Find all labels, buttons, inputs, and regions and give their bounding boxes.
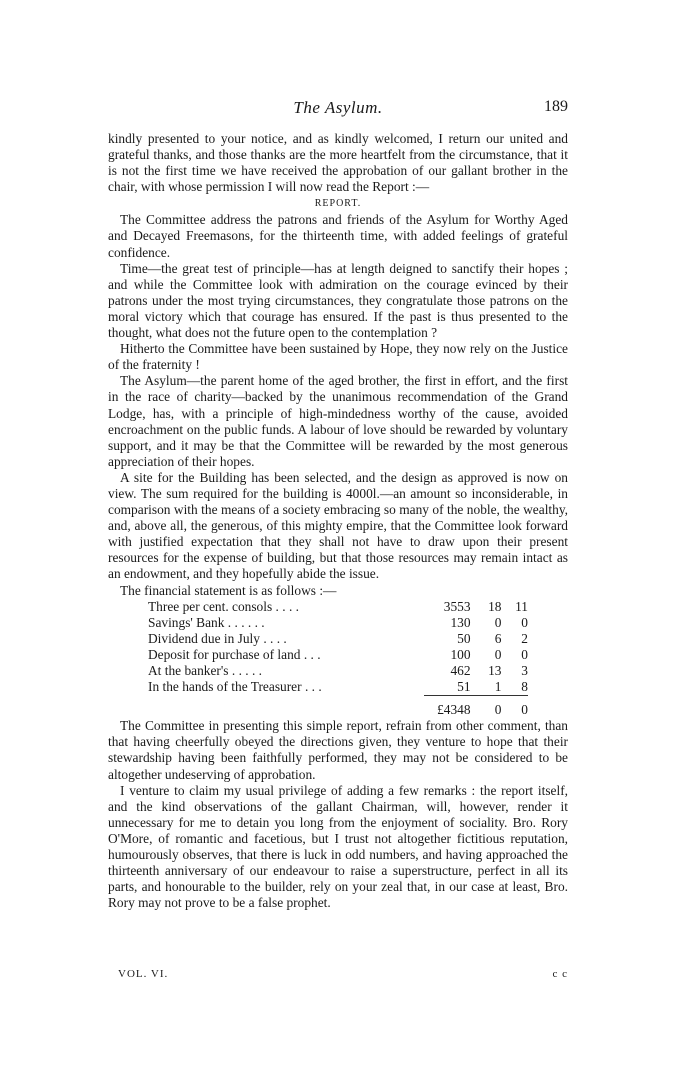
pounds-cell: 3553 (443, 598, 471, 614)
paragraph-4: Hitherto the Committee have been sustained by Hope, they now rely on the Justice of the fraternity ! (108, 341, 568, 373)
shillings-cell: 0 (494, 646, 502, 662)
table-row (148, 599, 528, 615)
body-text (108, 131, 568, 911)
pounds-cell: 100 (450, 646, 471, 662)
paragraph-3: Time—the great test of principle—has at length deigned to sanctify their hopes ; and while the Committee look with admiration on the courage evinced by their patrons under the most trying circumstances, they congratulate those patrons on the moral victory which that courage has ensured. If the past is thus presented to the thought, what does not the future open to the contemplation ? (108, 260, 568, 341)
shillings-cell: 6 (494, 630, 502, 646)
table-row (148, 631, 528, 647)
pence-cell: 11 (515, 598, 528, 614)
total-shillings: 0 (494, 702, 502, 718)
paragraph-6: A site for the Building has been selected, and the design as approved is now on view. The sum required for the building is 4000l.—an amount so inconsiderable, in comparison with the means of a society embracing so many of the noble, the wealthy, and, above all, the generous, of this mighty empire, that the Committee look forward with justified expectation that they shall not have to draw upon their present resources for the expense of building, but that those resources may remain intact as an endowment, and they hopefully abide the issue. (108, 469, 568, 582)
table-row (148, 615, 528, 631)
volume-label: VOL. VI. (118, 968, 169, 980)
shillings-cell: 18 (488, 598, 502, 614)
row-label: At the banker's . . . . . (148, 663, 263, 678)
paragraph-2: The Committee address the patrons and friends of the Asylum for Worthy Aged and Decayed Freemasons, for the thirteenth time, with added feelings of grateful confidence. (108, 212, 568, 260)
table-row (148, 647, 528, 663)
running-head (108, 98, 568, 120)
pence-cell: 0 (521, 614, 528, 630)
pence-cell: 2 (521, 630, 528, 646)
page-footer (118, 968, 568, 980)
pounds-cell: 130 (450, 614, 471, 630)
signature-mark: c c (552, 968, 568, 980)
paragraph-5: The Asylum—the parent home of the aged brother, the first in effort, and the first in the race of charity—backed by the unanimous recommendation of the Grand Lodge, has, with a principle of high-mindedness worthy of the cause, avoided encroachment on the public funds. A labour of love should be rewarded by voluntary support, and it may be that the Committee will be rewarded by the most generous appreciation of their hopes. (108, 373, 568, 469)
pence-cell: 0 (521, 646, 528, 662)
report-heading: REPORT. (314, 198, 362, 210)
paragraph-1: kindly presented to your notice, and as kindly welcomed, I return our united and grateful thanks, and those thanks are the more heartfelt from the circumstance, that it is not the first time we have received the approbation of our gallant brother in the chair, with whose permission I will now read the Report :— (108, 131, 568, 195)
row-label: Deposit for purchase of land . . . (148, 646, 321, 662)
shillings-cell: 13 (488, 663, 502, 678)
paragraph-8: I venture to claim my usual privilege of adding a few remarks : the report itself, and the kind observations of the gallant Chairman, will, however, render it unnecessary for me to detain you long from the enjoyment of sociality. Bro. Rory O'More, of romantic and facetious, but I trust not altogether fictitious reputation, humourously observes, that there is luck in odd numbers, and having approached the thirteenth anniversary of our endeavour to raise a superstructure, perfect in all its parts, and honourable to the builder, rely on your zeal that, in our case at least, Bro. Rory may not prove to be a false prophet. (108, 782, 568, 911)
pounds-cell: 462 (450, 663, 471, 678)
running-title: The Asylum. (293, 98, 383, 117)
paragraph-7: The Committee in presenting this simple report, refrain from other comment, than that having cheerfully obeyed the directions given, they venture to hope that their stewardship having been faithfully performed, they may not be considered to be altogether undeserving of approbation. (108, 718, 568, 782)
shillings-cell: 1 (494, 679, 502, 695)
pence-cell: 3 (521, 663, 528, 678)
financial-intro: The financial statement is as follows :— (120, 582, 337, 598)
total-pounds: £4348 (437, 702, 471, 718)
pounds-cell: 51 (457, 679, 471, 695)
row-label: In the hands of the Treasurer . . . (148, 679, 322, 695)
page-number: 189 (544, 98, 568, 115)
table-row (148, 679, 528, 696)
total-row (148, 702, 528, 718)
shillings-cell: 0 (494, 614, 502, 630)
row-label: Three per cent. consols . . . . (148, 598, 299, 614)
financial-statement-table (148, 599, 528, 719)
pence-cell: 8 (521, 679, 528, 695)
total-pence: 0 (521, 702, 528, 718)
row-label: Dividend due in July . . . . (148, 630, 287, 646)
table-row (148, 663, 528, 679)
pounds-cell: 50 (457, 630, 471, 646)
row-label: Savings' Bank . . . . . . (148, 614, 265, 630)
